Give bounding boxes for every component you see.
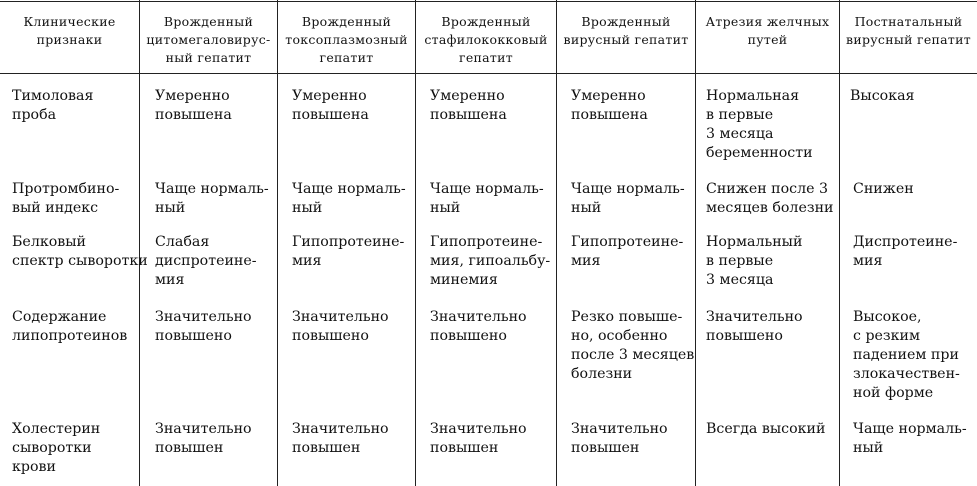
table-cell: Значительно повышен [430, 421, 527, 456]
column-divider [695, 0, 696, 486]
table-cell: Гипопротеине- мия, гипоальбу- минемия [430, 234, 551, 288]
header-toxoplasmosis-hepatitis: Врожденный токсоплазмозный гепатит [285, 14, 408, 65]
header-bottom-rule [0, 73, 977, 74]
table-cell: Снижен после 3 месяцев болезни [706, 181, 834, 216]
row-sign: Холестерин сыворотки крови [12, 421, 101, 475]
table-cell: Значительно повышено [155, 309, 252, 344]
column-divider [556, 0, 557, 486]
header-viral-hepatitis: Врожденный вирусный гепатит [563, 14, 689, 47]
table-cell: Чаще нормаль- ный [853, 421, 967, 456]
table-cell: Значительно повышено [706, 309, 803, 344]
header-cmv-hepatitis: Врожденный цитомегаловирус- ный гепатит [146, 14, 271, 65]
column-divider [415, 0, 416, 486]
table-cell: Чаще нормаль- ный [155, 181, 269, 216]
table-cell: Чаще нормаль- ный [430, 181, 544, 216]
row-sign: Протромбино- вый индекс [12, 181, 120, 216]
table-cell: Значительно повышено [430, 309, 527, 344]
row-sign: Содержание липопротеинов [12, 309, 128, 344]
table-cell: Высокая [850, 88, 915, 104]
table-cell: Нормальный в первые 3 месяца [706, 234, 803, 288]
table-cell: Значительно повышен [155, 421, 252, 456]
table-cell: Умеренно повышена [430, 88, 507, 123]
table-cell: Умеренно повышена [571, 88, 648, 123]
table-cell: Гипопротеине- мия [571, 234, 684, 269]
table-cell: Диспротеине- мия [853, 234, 958, 269]
header-biliary-atresia: Атрезия желчных путей [705, 14, 830, 47]
row-sign: Белковый спектр сыворотки [12, 234, 148, 269]
table-cell: Всегда высокий [706, 421, 826, 437]
column-divider [277, 0, 278, 486]
table-cell: Слабая диспротеине- мия [155, 234, 257, 288]
table-cell: Резко повыше- но, особенно после 3 месяцев болезни [571, 309, 695, 382]
row-sign: Тимоловая проба [12, 88, 94, 123]
header-postnatal-hepatitis: Постнатальный вирусный гепатит [845, 14, 971, 47]
table-cell: Значительно повышен [292, 421, 389, 456]
table-cell: Высокое, с резким падением при злокачествен- ной форме [853, 309, 960, 401]
column-divider [839, 0, 840, 486]
table-cell: Значительно повышено [292, 309, 389, 344]
header-signs: Клинические признаки [23, 14, 116, 47]
header-staphylococcal-hepatitis: Врожденный стафилококковый гепатит [424, 14, 548, 65]
table-cell: Значительно повышен [571, 421, 668, 456]
table-cell: Умеренно повышена [292, 88, 369, 123]
table-cell: Нормальная в первые 3 месяца беременности [706, 88, 813, 161]
table-top-rule [0, 1, 977, 2]
table-cell: Умеренно повышена [155, 88, 232, 123]
table-cell: Гипопротеине- мия [292, 234, 405, 269]
table-cell: Снижен [853, 181, 914, 197]
table-cell: Чаще нормаль- ный [292, 181, 406, 216]
table-cell: Чаще нормаль- ный [571, 181, 685, 216]
